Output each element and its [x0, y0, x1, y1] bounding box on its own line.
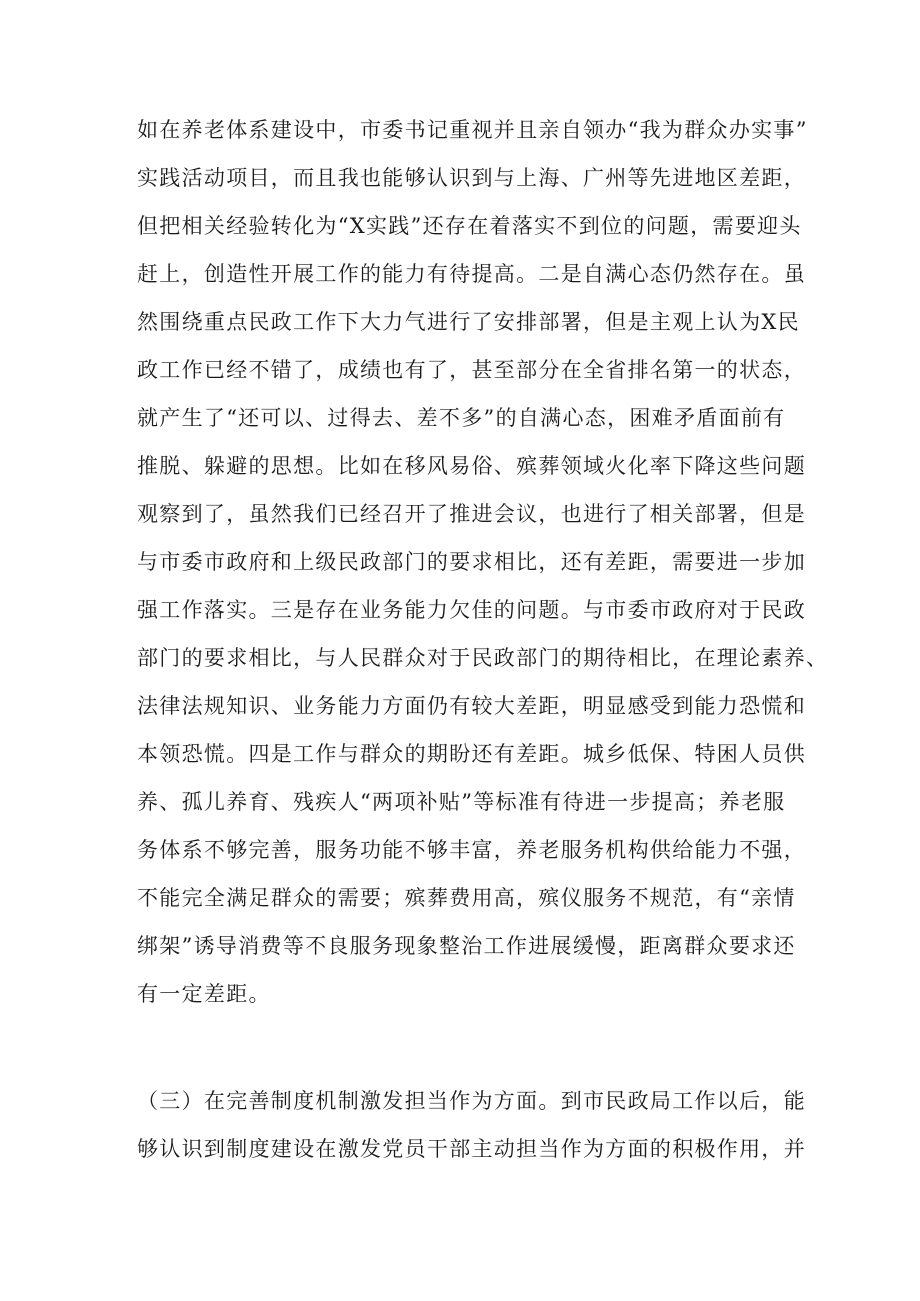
text-line: 部门的要求相比，与人民群众对于民政部门的期待相比，在理论素养、: [137, 646, 829, 670]
text-line: 如在养老体系建设中，市委书记重视并且亲自领办“我为群众办实事”: [137, 118, 808, 142]
text-line: 不能完全满足群众的需要；殡葬费用高，殡仪服务不规范，有“亲情: [137, 886, 796, 910]
text-line: 然围绕重点民政工作下大力气进行了安排部署，但是主观上认为X民: [137, 310, 800, 334]
text-line: 与市委市政府和上级民政部门的要求相比，还有差距，需要进一步加: [137, 550, 806, 574]
text-line: 养、孤儿养育、残疾人“两项补贴”等标准有待进一步提高；养老服: [137, 790, 786, 814]
text-line: 政工作已经不错了，成绩也有了，甚至部分在全省排名第一的状态，: [137, 358, 806, 382]
text-line: 推脱、躲避的思想。比如在移风易俗、殡葬领域火化率下降这些问题: [137, 454, 806, 478]
text-line: 法律法规知识、业务能力方面仍有较大差距，明显感受到能力恐慌和: [137, 694, 806, 718]
text-line: 但把相关经验转化为“X实践”还存在着落实不到位的问题，需要迎头: [137, 214, 802, 238]
text-line: 够认识到制度建设在激发党员干部主动担当作为方面的积极作用，并: [137, 1137, 806, 1161]
text-line: 强工作落实。三是存在业务能力欠佳的问题。与市委市政府对于民政: [137, 598, 806, 622]
text-line: 赶上，创造性开展工作的能力有待提高。二是自满心态仍然存在。虽: [137, 262, 806, 286]
text-line: 就产生了“还可以、过得去、差不多”的自满心态，困难矛盾面前有: [137, 406, 786, 430]
text-line: 本领恐慌。四是工作与群众的期盼还有差距。城乡低保、特困人员供: [137, 742, 806, 766]
text-line: 实践活动项目，而且我也能够认识到与上海、广州等先进地区差距，: [137, 166, 806, 190]
text-line: （三）在完善制度机制激发担当作为方面。到市民政局工作以后，能: [137, 1089, 806, 1113]
text-line: 有一定差距。: [137, 982, 271, 1006]
text-line: 观察到了，虽然我们已经召开了推进会议，也进行了相关部署，但是: [137, 502, 806, 526]
text-line: 绑架”诱导消费等不良服务现象整治工作进展缓慢，距离群众要求还: [137, 934, 796, 958]
text-line: 务体系不够完善，服务功能不够丰富，养老服务机构供给能力不强，: [137, 838, 806, 862]
